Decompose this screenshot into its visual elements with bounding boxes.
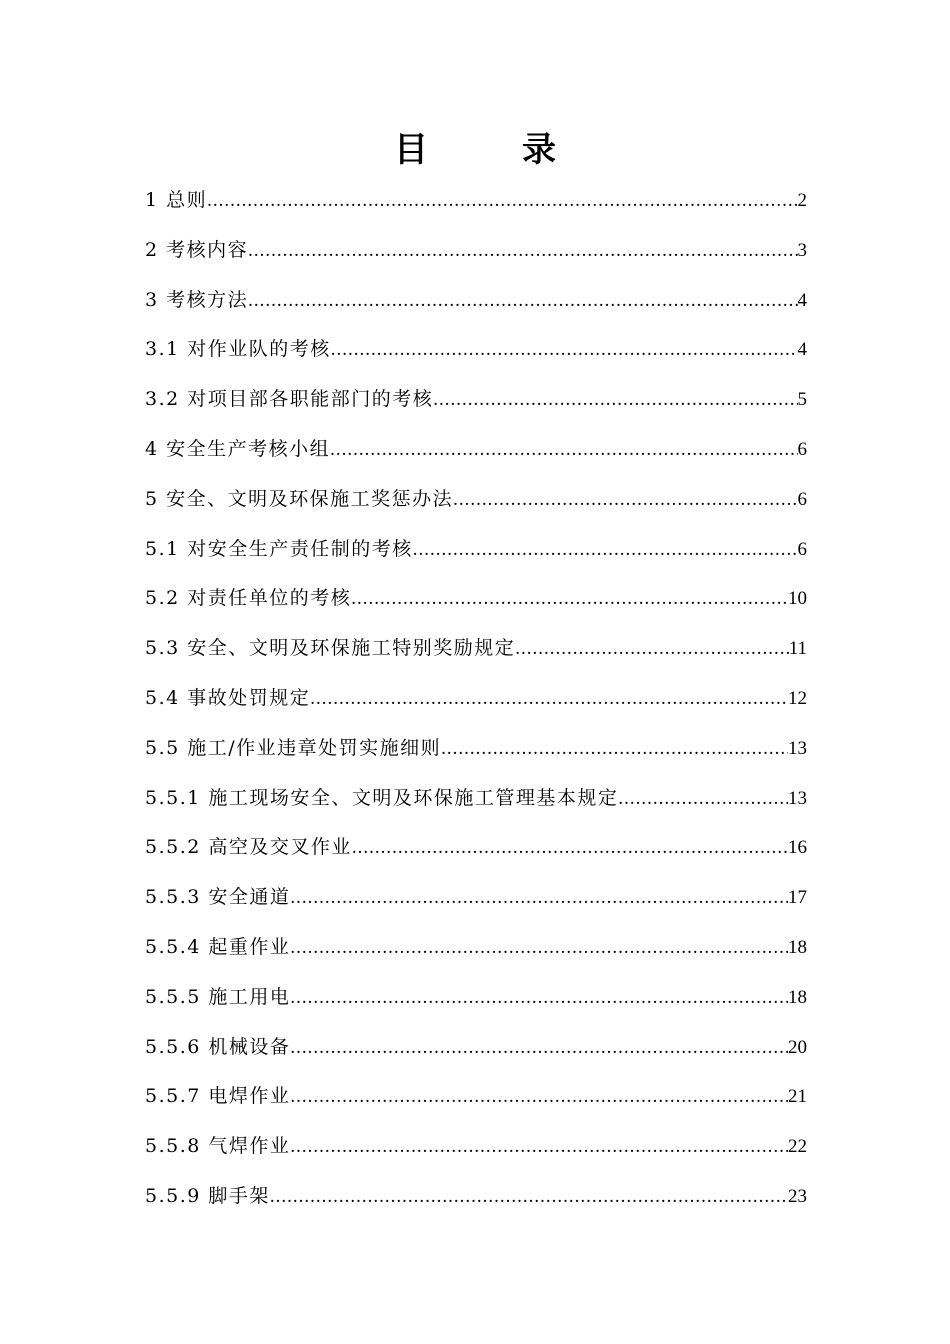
toc-entry-label: 5.5 施工/作业违章处罚实施细则 <box>145 736 442 759</box>
toc-dot-leader <box>453 482 797 518</box>
toc-entry-label: 2 考核内容 <box>145 238 249 261</box>
toc-entry-page: 4 <box>797 289 807 311</box>
toc-entry[interactable] <box>145 1178 807 1228</box>
toc-entry[interactable] <box>145 730 807 780</box>
toc-entry-label: 1 总则 <box>145 189 208 211</box>
toc-dot-leader <box>441 731 788 767</box>
toc-entry-label: 4 安全生产考核小组 <box>145 437 331 460</box>
toc-entry-label: 5.5.5 施工用电 <box>145 985 291 1008</box>
toc-entry-label: 5.4 事故处罚规定 <box>145 686 311 709</box>
toc-dot-leader <box>352 830 788 866</box>
toc-title: 目 录 <box>394 130 586 170</box>
toc-entry-page: 13 <box>788 787 807 809</box>
toc-dot-leader <box>290 1129 788 1165</box>
toc-entry-page: 6 <box>797 538 807 560</box>
toc-entry-label: 5.5.9 脚手架 <box>145 1184 270 1207</box>
toc-entry[interactable] <box>145 381 807 431</box>
toc-dot-leader <box>290 880 788 916</box>
toc-dot-leader <box>207 183 797 219</box>
toc-entry-label: 3.1 对作业队的考核 <box>145 338 331 361</box>
toc-entry-label: 5.5.1 施工现场安全、文明及环保施工管理基本规定 <box>145 786 619 809</box>
toc-entry-label: 5.3 安全、文明及环保施工特别奖励规定 <box>145 637 516 660</box>
toc-entry-page: 18 <box>788 986 807 1008</box>
toc-dot-leader <box>618 781 788 817</box>
toc-dot-leader <box>413 532 798 568</box>
toc-entry-page: 5 <box>797 389 807 411</box>
toc-entry[interactable] <box>145 580 807 630</box>
toc-entry-page: 21 <box>788 1086 807 1108</box>
toc-entry-page: 2 <box>797 190 807 211</box>
toc-entry[interactable] <box>145 1078 807 1128</box>
toc-entry[interactable] <box>145 182 807 232</box>
toc-entry-page: 11 <box>788 638 807 660</box>
toc-entry-label: 3.2 对项目部各职能部门的考核 <box>145 388 434 411</box>
toc-entry-page: 17 <box>788 887 807 909</box>
toc-dot-leader <box>310 681 788 717</box>
toc-entry[interactable] <box>145 331 807 381</box>
toc-entry-page: 13 <box>788 737 807 759</box>
toc-dot-leader <box>515 631 788 667</box>
toc-entry[interactable] <box>145 879 807 929</box>
toc-entry[interactable] <box>145 481 807 531</box>
toc-entry-label: 5.5.4 起重作业 <box>145 935 291 958</box>
toc-entry[interactable] <box>145 282 807 332</box>
toc-entry[interactable] <box>145 780 807 830</box>
toc-entry-label: 5.5.6 机械设备 <box>145 1035 291 1058</box>
toc-entry-label: 5.1 对安全生产责任制的考核 <box>145 537 413 560</box>
toc-entry-page: 23 <box>788 1185 807 1207</box>
toc-dot-leader <box>331 332 798 368</box>
toc-dot-leader <box>290 930 788 966</box>
toc-dot-leader <box>351 581 788 617</box>
toc-entry-page: 16 <box>788 837 807 859</box>
toc-entry-page: 20 <box>788 1036 807 1058</box>
toc-entry-page: 3 <box>797 239 807 261</box>
toc-entry-label: 5.5.7 电焊作业 <box>145 1085 291 1108</box>
toc-entry-page: 6 <box>797 438 807 460</box>
toc-entry[interactable] <box>145 929 807 979</box>
toc-entry-label: 5.5.3 安全通道 <box>145 886 291 909</box>
toc-dot-leader <box>290 1079 788 1115</box>
toc-list <box>145 182 807 1228</box>
toc-entry-label: 5.5.8 气焊作业 <box>145 1135 291 1158</box>
toc-dot-leader <box>248 283 797 319</box>
toc-entry[interactable] <box>145 531 807 581</box>
toc-entry-label: 5.5.2 高空及交叉作业 <box>145 836 352 859</box>
toc-dot-leader <box>248 233 797 269</box>
toc-dot-leader <box>290 1030 788 1066</box>
toc-entry-page: 22 <box>788 1136 807 1158</box>
toc-entry[interactable] <box>145 232 807 282</box>
toc-entry[interactable] <box>145 829 807 879</box>
toc-entry-page: 18 <box>788 936 807 958</box>
toc-entry-page: 10 <box>788 588 807 610</box>
toc-entry[interactable] <box>145 680 807 730</box>
toc-dot-leader <box>330 432 797 468</box>
toc-dot-leader <box>290 980 788 1016</box>
toc-entry[interactable] <box>145 630 807 680</box>
toc-entry-page: 6 <box>797 488 807 510</box>
toc-dot-leader <box>270 1179 788 1215</box>
toc-entry[interactable] <box>145 1128 807 1178</box>
toc-dot-leader <box>433 382 797 418</box>
toc-entry-label: 3 考核方法 <box>145 288 249 311</box>
toc-entry[interactable] <box>145 979 807 1029</box>
toc-entry-label: 5 安全、文明及环保施工奖惩办法 <box>145 487 454 510</box>
toc-entry-page: 12 <box>788 687 807 709</box>
toc-entry[interactable] <box>145 1029 807 1079</box>
toc-entry-page: 4 <box>797 339 807 361</box>
toc-entry-label: 5.2 对责任单位的考核 <box>145 587 352 610</box>
toc-entry[interactable] <box>145 431 807 481</box>
